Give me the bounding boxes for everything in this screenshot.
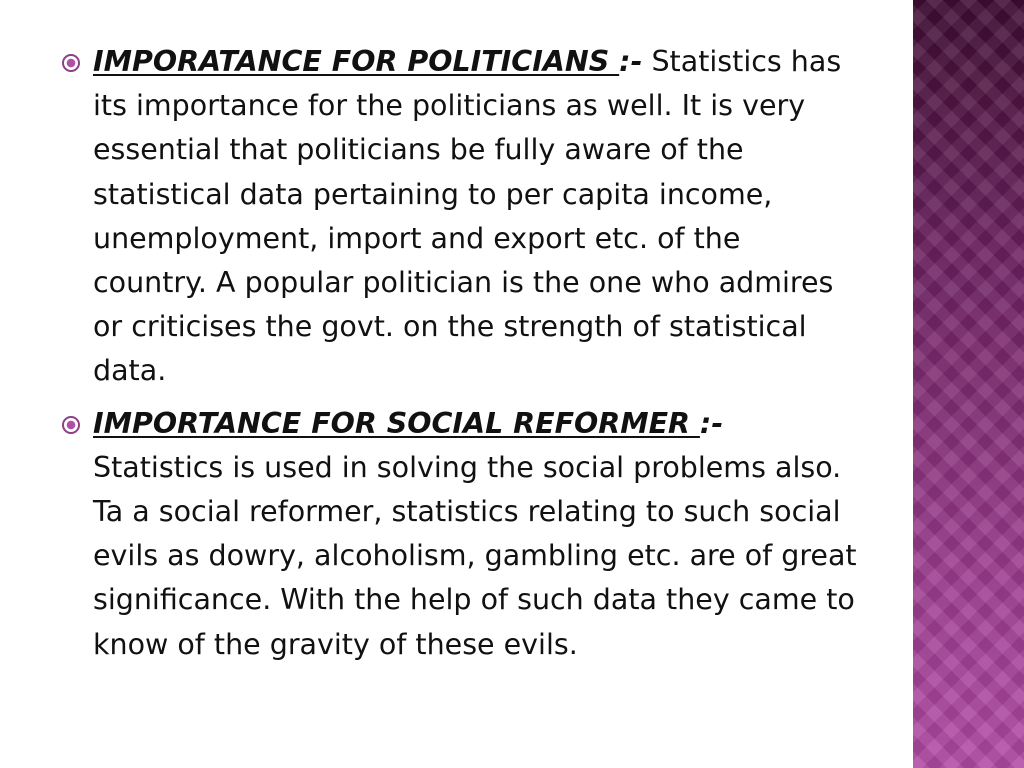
- bullet-item-politicians: [62, 40, 862, 394]
- heading-separator: :-: [619, 45, 643, 78]
- bullet-heading: IMPORATANCE FOR POLITICIANS: [93, 45, 620, 78]
- bullet-item-social-reformer: [62, 402, 862, 667]
- bullet-body-text: Statistics has its importance for the politicians as well. It is very essential that politicians be fully aware of the statistical data pertaining to per capita income, unemployment, import and export etc. of the country. A popular politician is the one who admires or criticises the govt. on the strength of statistical data.: [93, 45, 842, 388]
- circle-bullet-icon: [62, 416, 80, 434]
- slide-body: [62, 40, 862, 675]
- side-band-texture: [913, 0, 1024, 768]
- bullet-heading: IMPORTANCE FOR SOCIAL REFORMER: [93, 406, 700, 440]
- bullet-body-text: Statistics is used in solving the social problems also. Ta a social reformer, statistics relating to such social evils as dowry, alcoholism, gambling etc. are of great significance. With the help of such data they came to know of the gravity of these evils.: [93, 450, 857, 661]
- heading-separator: :-: [699, 406, 724, 440]
- circle-bullet-icon: [62, 54, 80, 72]
- decorative-side-band: [913, 0, 1024, 768]
